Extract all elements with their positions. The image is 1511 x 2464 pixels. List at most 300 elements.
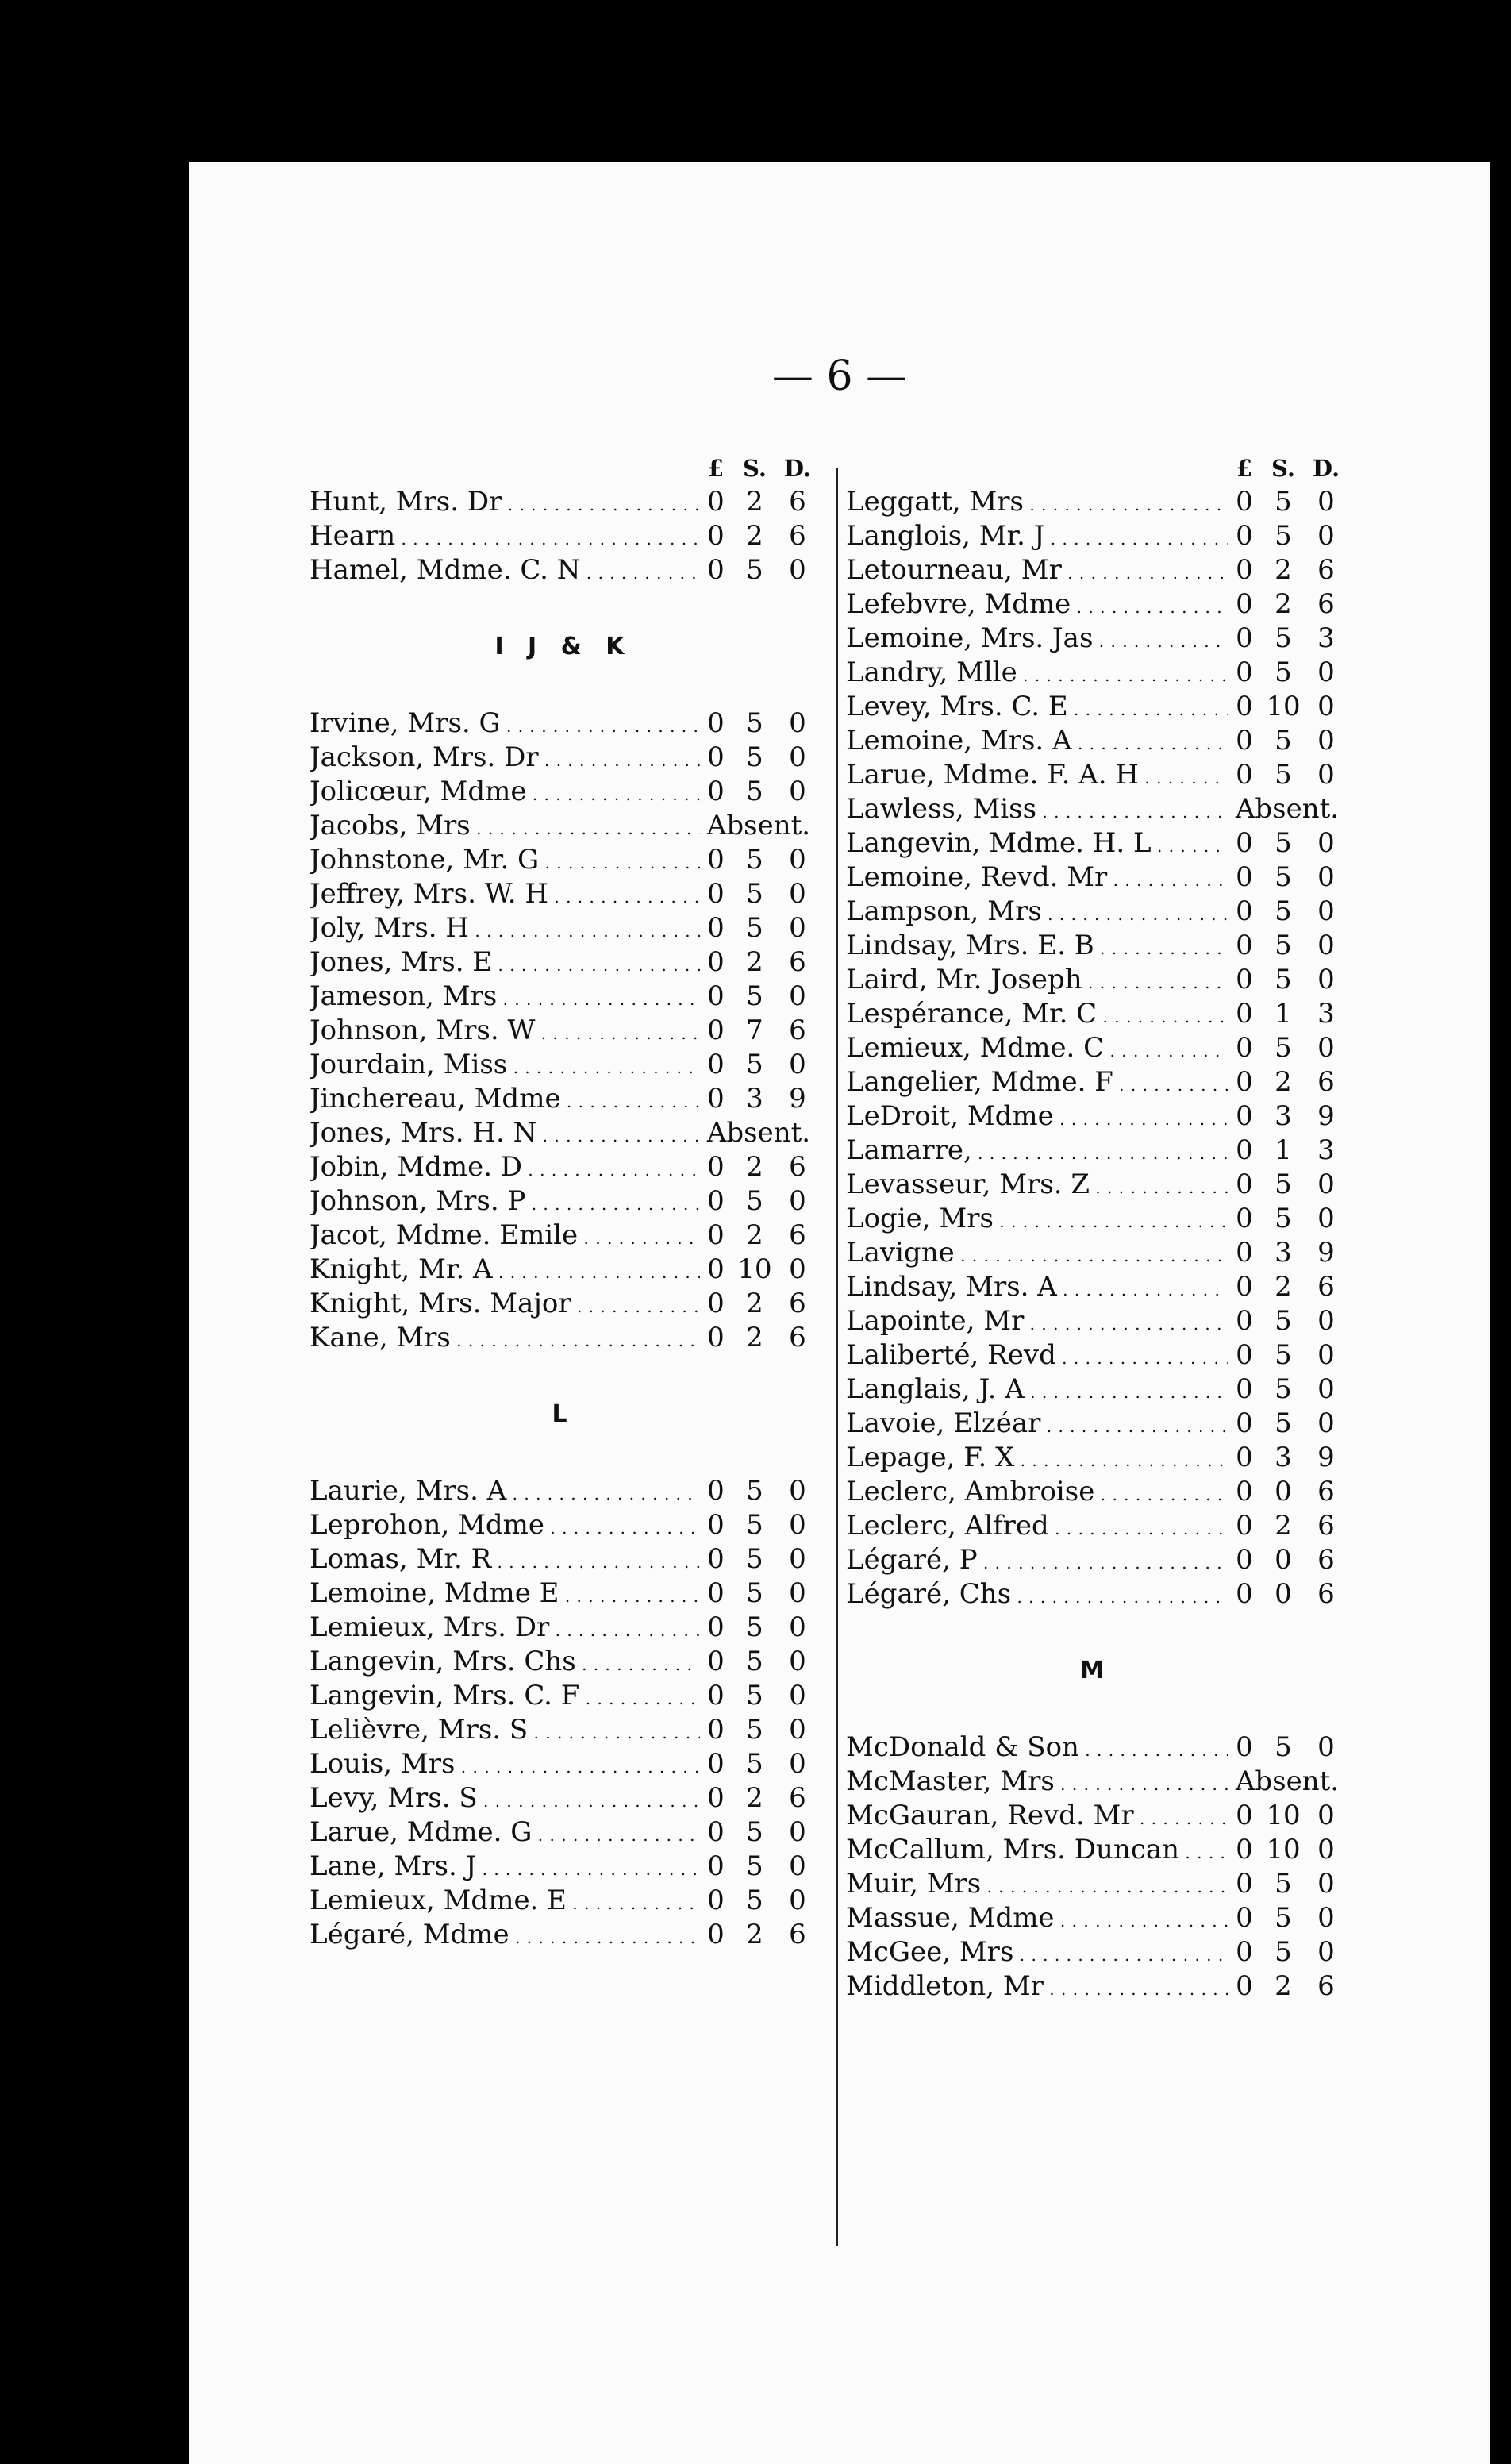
shillings-value: 5 [1275,724,1292,757]
subscriber-row [846,1372,1346,1406]
shillings-value: 5 [746,706,763,739]
subscriber-row [846,1935,1346,1969]
pounds-value: 0 [707,741,725,773]
shillings-value: 5 [746,843,763,876]
subscriber-name: Letourneau, Mr . . . [846,554,1228,586]
pence-value: 0 [1317,929,1335,961]
pence-value: 3 [1317,622,1335,654]
pounds-value: 0 [1236,724,1253,757]
shillings-value: 2 [746,485,763,518]
section-heading-ijk: I J & K [494,632,632,660]
subscriber-name: Lemieux, Mdme. C . . . [846,1032,1228,1064]
subscriber-row [846,518,1346,552]
shillings-value: 2 [746,1781,763,1814]
pounds-value: 0 [1236,1236,1253,1269]
subscriber-name: Joly, Mrs. H . . . [310,912,700,944]
pence-value: 0 [789,1679,806,1711]
subscriber-name: Lawless, Miss . . . [846,793,1228,825]
shillings-value: 5 [1275,826,1292,859]
subscriber-row [846,1235,1346,1269]
pence-value: 0 [1317,1373,1335,1405]
pence-value: 6 [789,1321,806,1353]
shillings-value: 2 [1275,587,1292,620]
pounds-value: 0 [1236,1168,1253,1200]
pence-value: 6 [1317,1543,1335,1576]
pounds-value: 0 [1236,826,1253,859]
subscriber-row [846,791,1346,826]
pence-value: 0 [1317,1304,1335,1337]
subscriber-name: Knight, Mrs. Major . . . [310,1288,700,1319]
shillings-value: 10 [1266,1833,1301,1865]
subscriber-name: Johnstone, Mr. G . . . [310,844,700,876]
shillings-value: 5 [1275,1901,1292,1934]
pence-value: 9 [1317,1099,1335,1132]
pence-value: 6 [789,519,806,552]
pence-value: 6 [789,1219,806,1251]
pence-value: 0 [789,980,806,1012]
pence-value: 0 [1317,1935,1335,1968]
pounds-value: 0 [1236,860,1253,893]
pounds-value: 0 [1236,1543,1253,1576]
pounds-value: 0 [707,1918,725,1950]
currency-header [310,452,817,484]
pounds-value: 0 [1236,1270,1253,1303]
subscriber-row [846,1798,1346,1832]
subscriber-name: Lemoine, Revd. Mr . . . [846,861,1228,893]
pounds-value: 0 [707,519,725,552]
pounds-value: 0 [1236,1867,1253,1900]
currency-header [846,452,1346,484]
pounds-value: 0 [707,1747,725,1780]
pence-value: 6 [1317,1065,1335,1098]
shillings-value: 2 [746,1219,763,1251]
pounds-value: 0 [707,911,725,944]
pence-value: 6 [789,1918,806,1950]
pounds-value: 0 [1236,929,1253,961]
pence-value: 0 [1317,1867,1335,1900]
pounds-value: 0 [1236,1134,1253,1166]
shillings-value: 5 [746,741,763,773]
pounds-header: £ [1236,455,1253,482]
subscriber-row [846,1099,1346,1133]
shillings-value: 5 [1275,1031,1292,1064]
subscriber-name: Larue, Mdme. G . . . [310,1816,700,1848]
subscriber-name: Leclerc, Ambroise . . . [846,1476,1228,1507]
shillings-value: 3 [1275,1099,1292,1132]
pounds-header: £ [707,455,725,482]
section-heading-l: L [552,1399,575,1428]
subscriber-row [846,621,1346,655]
subscriber-row [310,740,817,774]
shillings-value: 5 [746,1815,763,1848]
shillings-value: 0 [1275,1475,1292,1507]
pounds-value: 0 [707,1253,725,1285]
rows-top-list [310,484,817,587]
pence-value: 0 [1317,758,1335,791]
shillings-value: 5 [746,1542,763,1575]
shillings-value: 10 [1266,1799,1301,1831]
pence-value: 6 [1317,1475,1335,1507]
pounds-value: 0 [707,553,725,586]
subscriber-row [846,1440,1346,1474]
pounds-value: 0 [707,1645,725,1677]
pounds-value: 0 [707,877,725,910]
pounds-value: 0 [707,1542,725,1575]
subscriber-name: Jackson, Mrs. Dr . . . [310,741,700,773]
pence-value: 9 [789,1082,806,1115]
pence-value: 0 [789,1850,806,1882]
subscriber-name: Lavoie, Elzéar . . . [846,1407,1228,1439]
subscriber-row [310,1013,817,1047]
shillings-value: 5 [1275,1867,1292,1900]
pounds-value: 0 [707,843,725,876]
subscriber-name: Lefebvre, Mdme . . . [846,588,1228,620]
shillings-value: 5 [1275,622,1292,654]
subscriber-name: Jacot, Mdme. Emile . . . [310,1219,700,1251]
shillings-value: 5 [1275,860,1292,893]
shillings-value: 2 [746,945,763,978]
pence-value: 9 [1317,1441,1335,1473]
absent-note: Absent. [1235,1765,1340,1797]
subscriber-row [846,1406,1346,1440]
shillings-value: 2 [1275,1065,1292,1098]
pounds-value: 0 [1236,1338,1253,1371]
pounds-value: 0 [707,1219,725,1251]
shillings-value: 3 [1275,1236,1292,1269]
shillings-value: 7 [746,1014,763,1046]
pounds-value: 0 [707,1679,725,1711]
subscriber-row [846,1832,1346,1866]
shillings-value: 5 [746,877,763,910]
pounds-value: 0 [707,1474,725,1507]
subscriber-name: Jeffrey, Mrs. W. H . . . [310,878,700,910]
pounds-value: 0 [1236,656,1253,688]
shillings-value: 5 [746,1611,763,1643]
pounds-value: 0 [707,1184,725,1217]
subscriber-row [310,1149,817,1184]
pence-value: 0 [789,706,806,739]
subscriber-name: Lemoine, Mrs. A . . . [846,725,1228,757]
pence-value: 6 [789,1287,806,1319]
subscriber-name: Jones, Mrs. E . . . [310,946,700,978]
pence-value: 0 [1317,656,1335,688]
subscriber-name: Jones, Mrs. H. N . . . [310,1117,700,1149]
pence-value: 0 [1317,963,1335,995]
pounds-value: 0 [707,1321,725,1353]
shillings-value: 5 [746,1679,763,1711]
subscriber-row [846,1577,1346,1611]
shillings-value: 5 [746,1048,763,1080]
subscriber-name: Lapointe, Mr . . . [846,1305,1228,1337]
pence-value: 0 [789,1577,806,1609]
pence-value: 0 [789,1611,806,1643]
document-page [189,162,1490,2464]
pence-value: 6 [789,945,806,978]
subscriber-row [846,1269,1346,1303]
pence-value: 0 [789,1815,806,1848]
pence-value: 6 [789,1781,806,1814]
subscriber-name: Logie, Mrs . . . [846,1203,1228,1234]
subscriber-row [310,1320,817,1354]
pence-value: 0 [1317,1202,1335,1234]
subscriber-name: Muir, Mrs . . . [846,1868,1228,1900]
shillings-value: 5 [746,1577,763,1609]
pence-value: 0 [1317,690,1335,722]
pence-value: 0 [789,1747,806,1780]
subscriber-name: Massue, Mdme . . . [846,1902,1228,1934]
shillings-value: 5 [746,775,763,807]
shillings-value: 3 [1275,1441,1292,1473]
shillings-value: 5 [746,1184,763,1217]
subscriber-name: Langevin, Mrs. C. F . . . [310,1680,700,1711]
subscriber-name: Johnson, Mrs. P . . . [310,1185,700,1217]
shillings-value: 5 [1275,895,1292,927]
subscriber-name: Langlois, Mr. J . . . [846,520,1228,552]
subscriber-name: Landry, Mlle . . . [846,656,1228,688]
pounds-value: 0 [1236,485,1253,518]
absent-note: Absent. [706,1116,811,1149]
pounds-value: 0 [1236,1441,1253,1473]
subscriber-row [310,706,817,740]
subscriber-row [846,860,1346,894]
shillings-value: 2 [1275,1270,1292,1303]
shillings-value: 5 [746,1713,763,1746]
subscriber-row [310,1047,817,1081]
pence-value: 0 [789,911,806,944]
subscriber-name: Middleton, Mr . . . [846,1970,1228,2002]
pounds-value: 0 [707,1815,725,1848]
subscriber-name: Lelièvre, Mrs. S . . . [310,1714,700,1746]
column-divider [836,468,838,2246]
subscriber-row [846,1338,1346,1372]
pounds-value: 0 [1236,1935,1253,1968]
page-number: — 6 — [771,352,908,400]
subscriber-name: Larue, Mdme. F. A. H . . . [846,759,1228,791]
pence-value: 0 [789,1048,806,1080]
subscriber-row [310,1917,817,1951]
rows-l-right-list [846,484,1346,1611]
subscriber-row [310,1252,817,1286]
subscriber-name: Lindsay, Mrs. E. B . . . [846,930,1228,961]
shillings-value: 5 [1275,1935,1292,1968]
pounds-value: 0 [707,1611,725,1643]
subscriber-row [310,774,817,808]
absent-note: Absent. [706,809,811,841]
pence-value: 6 [1317,1509,1335,1542]
subscriber-name: Lamarre, . . . [846,1134,1228,1166]
pence-value: 6 [789,1150,806,1183]
pence-value: 0 [789,1713,806,1746]
subscriber-row [846,1764,1346,1798]
pence-value: 0 [789,1508,806,1541]
subscriber-name: Levasseur, Mrs. Z . . . [846,1168,1228,1200]
subscriber-row [846,689,1346,723]
subscriber-name: Leclerc, Alfred . . . [846,1510,1228,1542]
subscriber-row [310,1542,817,1576]
subscriber-row [846,996,1346,1030]
pounds-value: 0 [707,1781,725,1814]
subscriber-name: Laliberté, Revd . . . [846,1339,1228,1371]
shillings-value: 5 [1275,963,1292,995]
subscriber-row [846,1508,1346,1542]
shillings-value: 1 [1275,1134,1292,1166]
subscriber-row [310,1849,817,1883]
pence-value: 0 [1317,1031,1335,1064]
shillings-value: 5 [1275,656,1292,688]
subscriber-name: Lampson, Mrs . . . [846,895,1228,927]
shillings-value: 5 [1275,1202,1292,1234]
subscriber-name: Lane, Mrs. J . . . [310,1850,700,1882]
shillings-value: 2 [746,519,763,552]
subscriber-name: Langevin, Mrs. Chs . . . [310,1646,700,1677]
pence-value: 3 [1317,997,1335,1030]
subscriber-row [846,1167,1346,1201]
subscriber-name: Légaré, Mdme . . . [310,1919,700,1950]
shillings-value: 2 [1275,553,1292,586]
pounds-value: 0 [1236,1901,1253,1934]
subscriber-name: Lemoine, Mdme E . . . [310,1577,700,1609]
pounds-value: 0 [707,1287,725,1319]
pounds-value: 0 [1236,690,1253,722]
shillings-value: 2 [1275,1509,1292,1542]
pounds-value: 0 [1236,587,1253,620]
subscriber-row [846,552,1346,587]
pounds-value: 0 [707,775,725,807]
pence-value: 0 [1317,724,1335,757]
subscriber-row [310,1712,817,1746]
subscriber-row [310,876,817,911]
subscriber-row [310,518,817,552]
pence-value: 0 [1317,519,1335,552]
subscriber-name: Jacobs, Mrs . . . [310,810,700,841]
rows-ijk-list [310,706,817,1354]
shillings-value: 5 [746,1884,763,1916]
pounds-value: 0 [707,1082,725,1115]
subscriber-name: Johnson, Mrs. W . . . [310,1014,700,1046]
subscriber-row [310,1644,817,1678]
subscriber-name: Légaré, Chs . . . [846,1578,1228,1610]
pence-value: 6 [1317,1969,1335,2002]
pence-value: 9 [1317,1236,1335,1269]
shillings-value: 2 [1275,1969,1292,2002]
subscriber-name: Lemieux, Mrs. Dr . . . [310,1611,700,1643]
pounds-value: 0 [707,1850,725,1882]
subscriber-name: Louis, Mrs . . . [310,1748,700,1780]
absent-note: Absent. [1235,792,1340,825]
shillings-header: S. [742,455,767,482]
subscriber-row [310,979,817,1013]
pounds-value: 0 [707,1048,725,1080]
pounds-value: 0 [707,1884,725,1916]
subscriber-name: Levy, Mrs. S . . . [310,1782,700,1814]
pence-value: 0 [1317,1338,1335,1371]
pence-value: 0 [1317,826,1335,859]
pounds-value: 0 [1236,758,1253,791]
subscriber-name: Leggatt, Mrs . . . [846,486,1228,518]
shillings-value: 10 [1266,690,1301,722]
pounds-value: 0 [1236,1304,1253,1337]
section-heading-m: M [1080,1656,1112,1684]
subscriber-name: LeDroit, Mdme . . . [846,1100,1228,1132]
pence-value: 0 [789,775,806,807]
pounds-value: 0 [1236,1833,1253,1865]
pence-value: 6 [1317,587,1335,620]
subscriber-name: Lomas, Mr. R . . . [310,1543,700,1575]
subscriber-row [846,826,1346,860]
rows-m-list [846,1730,1346,2003]
pence-value: 0 [1317,1799,1335,1831]
shillings-value: 2 [746,1918,763,1950]
rows-l-list [310,1473,817,1951]
subscriber-name: McMaster, Mrs . . . [846,1765,1228,1797]
subscriber-name: Jobin, Mdme. D . . . [310,1151,700,1183]
subscriber-name: Légaré, P . . . [846,1544,1228,1576]
subscriber-row [310,552,817,587]
shillings-value: 2 [746,1150,763,1183]
left-column [310,452,817,1951]
pounds-value: 0 [1236,1577,1253,1610]
subscriber-row [310,1746,817,1781]
subscriber-row [846,962,1346,996]
subscriber-name: Lespérance, Mr. C . . . [846,998,1228,1030]
subscriber-name: Jolicœur, Mdme . . . [310,776,700,807]
pence-value: 0 [1317,1901,1335,1934]
pence-value: 0 [789,1184,806,1217]
subscriber-row [310,1678,817,1712]
shillings-value: 5 [746,1645,763,1677]
shillings-value: 0 [1275,1543,1292,1576]
subscriber-row [846,1303,1346,1338]
pence-value: 0 [789,1884,806,1916]
shillings-value: 5 [1275,1373,1292,1405]
pounds-value: 0 [1236,1731,1253,1763]
subscriber-row [310,1883,817,1917]
pounds-value: 0 [1236,895,1253,927]
shillings-value: 10 [737,1253,772,1285]
subscriber-name: Levey, Mrs. C. E . . . [846,691,1228,722]
shillings-value: 5 [746,1474,763,1507]
subscriber-name: Langelier, Mdme. F . . . [846,1066,1228,1098]
subscriber-row [310,1507,817,1542]
shillings-value: 5 [746,1747,763,1780]
subscriber-name: Jameson, Mrs . . . [310,980,700,1012]
pence-value: 0 [789,877,806,910]
shillings-value: 5 [1275,485,1292,518]
pence-value: 0 [789,553,806,586]
pence-value: 0 [789,843,806,876]
subscriber-row [310,1473,817,1507]
shillings-value: 5 [1275,1407,1292,1439]
subscriber-row [310,842,817,876]
pounds-value: 0 [1236,1969,1253,2002]
pounds-value: 0 [707,1150,725,1183]
subscriber-row [846,928,1346,962]
pounds-value: 0 [707,1508,725,1541]
subscriber-row [310,1286,817,1320]
pence-value: 0 [1317,485,1335,518]
subscriber-name: Jinchereau, Mdme . . . [310,1083,700,1115]
pounds-value: 0 [707,945,725,978]
pence-value: 0 [1317,1833,1335,1865]
pounds-value: 0 [1236,553,1253,586]
pence-value: 6 [1317,1270,1335,1303]
shillings-value: 5 [1275,929,1292,961]
subscriber-row [846,655,1346,689]
pence-header: D. [1312,455,1340,482]
pounds-value: 0 [707,485,725,518]
shillings-value: 5 [746,911,763,944]
pence-value: 0 [789,1474,806,1507]
